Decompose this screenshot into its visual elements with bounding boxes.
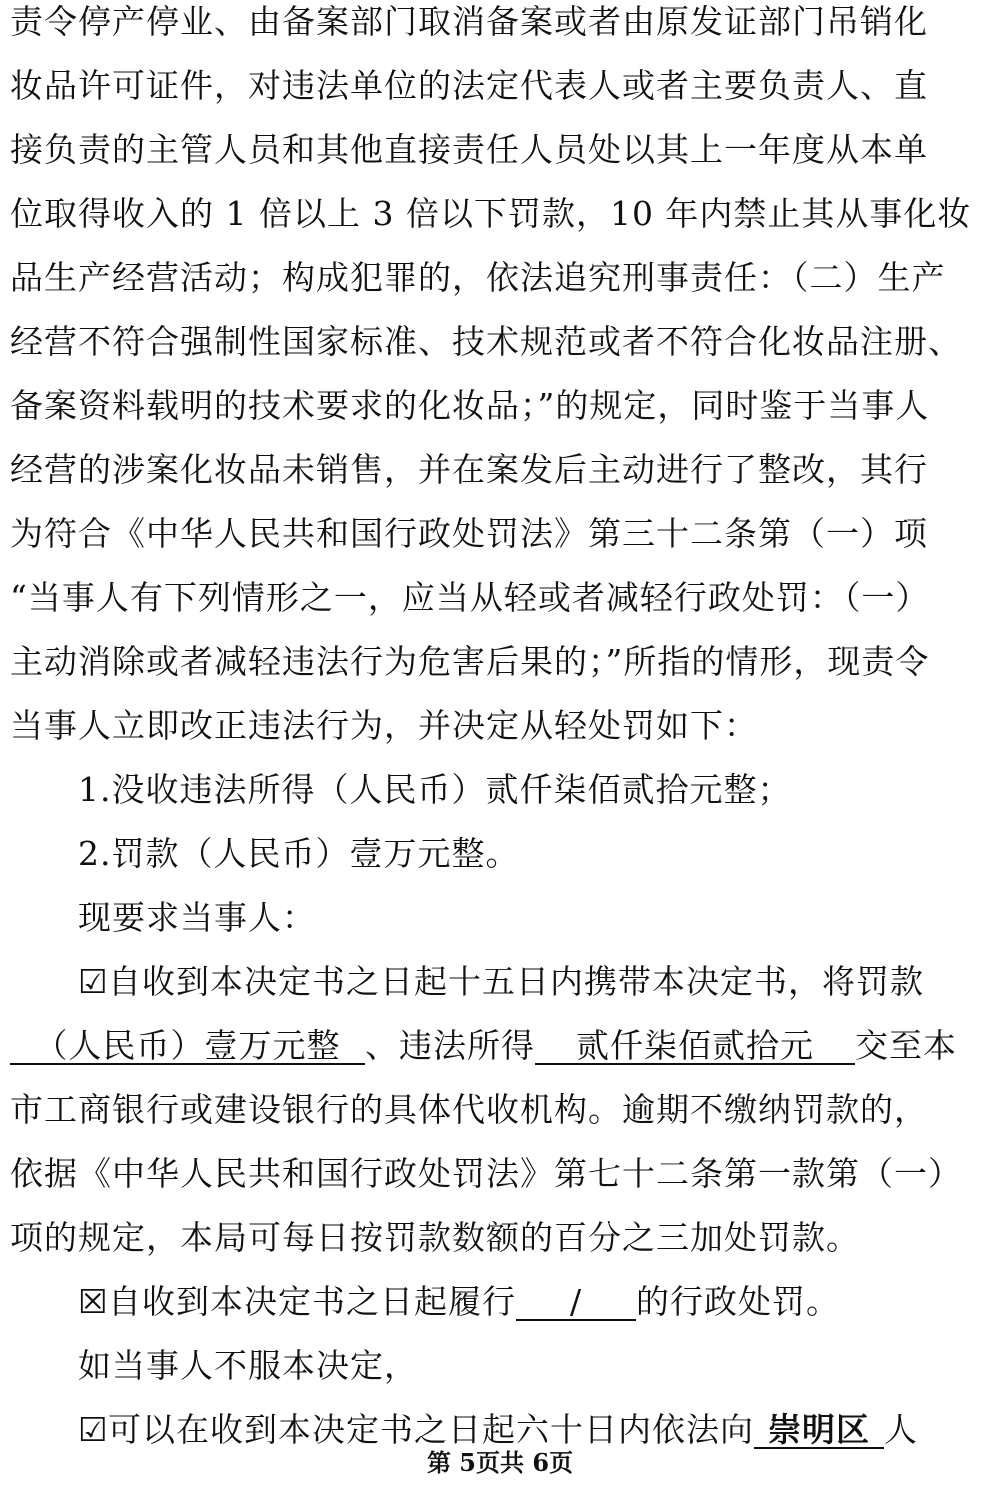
- body-line: 责令停产停业、由备案部门取消备案或者由原发证部门吊销化: [10, 2, 928, 41]
- footer-total-pages: 6: [532, 1448, 550, 1477]
- payment-clause: [78, 962, 983, 1002]
- other-penalty-text: 自收到本决定书之日起履行: [108, 1282, 516, 1321]
- appeal-text: 可以在收到本决定书之日起六十日内依法向: [108, 1410, 754, 1449]
- appeal-tail: 人: [884, 1410, 918, 1449]
- payment-amount-line: [10, 1026, 985, 1066]
- body-line: 品生产经营活动；构成犯罪的，依法追究刑事责任：（二）生产: [10, 258, 946, 297]
- footer-middle: 页共: [476, 1448, 524, 1477]
- body-line: 经营不符合强制性国家标准、技术规范或者不符合化妆品注册、: [10, 322, 962, 361]
- body-line: “当事人有下列情形之一，应当从轻或者减轻行政处罚：（一）: [10, 578, 930, 617]
- body-line: 项的规定，本局可每日按罚款数额的百分之三加处罚款。: [10, 1218, 860, 1257]
- requirements-heading: 现要求当事人：: [78, 898, 316, 937]
- fine-amount-field: （人民币）壹万元整: [10, 1029, 365, 1065]
- body-line: 接负责的主管人员和其他直接责任人员处以其上一年度从本单: [10, 130, 928, 169]
- body-line: 为符合《中华人民共和国行政处罚法》第三十二条第（一）项: [10, 514, 928, 553]
- body-line: 备案资料载明的技术要求的化妆品；”的规定，同时鉴于当事人: [10, 386, 930, 425]
- footer-page-number: 5: [459, 1448, 476, 1477]
- penalty-item-fine: 2.罚款（人民币）壹万元整。: [78, 834, 520, 873]
- payment-tail: 交至本: [855, 1026, 957, 1065]
- other-penalty-tail: 的行政处罚。: [636, 1282, 840, 1321]
- body-line: 主动消除或者减轻违法行为危害后果的；”所指的情形，现责令: [10, 642, 930, 681]
- other-penalty-clause: [78, 1282, 983, 1322]
- body-line: 经营的涉案化妆品未销售，并在案发后主动进行了整改，其行: [10, 450, 928, 489]
- body-line: 当事人立即改正违法行为，并决定从轻处罚如下：: [10, 706, 758, 745]
- payment-mid: 、违法所得: [365, 1026, 535, 1065]
- appeal-district-field: 崇明区: [754, 1413, 884, 1449]
- illegal-income-field: 贰仟柒佰贰拾元: [535, 1029, 855, 1065]
- body-line: 市工商银行或建设银行的具体代收机构。逾期不缴纳罚款的，: [10, 1090, 928, 1129]
- footer-prefix: 第: [426, 1448, 451, 1477]
- checked-checkbox-icon: ☑: [78, 1410, 109, 1449]
- appeal-clause: [78, 1410, 983, 1450]
- page-footer: [0, 1448, 1000, 1478]
- penalty-item-confiscation: 1.没收违法所得（人民币）贰仟柒佰贰拾元整；: [78, 770, 792, 809]
- other-penalty-blank: /: [516, 1285, 636, 1321]
- body-line: 妆品许可证件，对违法单位的法定代表人或者主要负责人、直: [10, 66, 928, 105]
- appeal-intro: 如当事人不服本决定，: [78, 1346, 418, 1385]
- footer-suffix: 页: [549, 1448, 574, 1477]
- payment-intro: 自收到本决定书之日起十五日内携带本决定书，将罚款: [108, 962, 924, 1001]
- crossed-checkbox-icon: ☒: [78, 1282, 109, 1321]
- checked-checkbox-icon: ☑: [78, 962, 109, 1001]
- body-line: 依据《中华人民共和国行政处罚法》第七十二条第一款第（一）: [10, 1154, 962, 1193]
- body-line: 位取得收入的 1 倍以上 3 倍以下罚款，10 年内禁止其从事化妆: [10, 194, 972, 233]
